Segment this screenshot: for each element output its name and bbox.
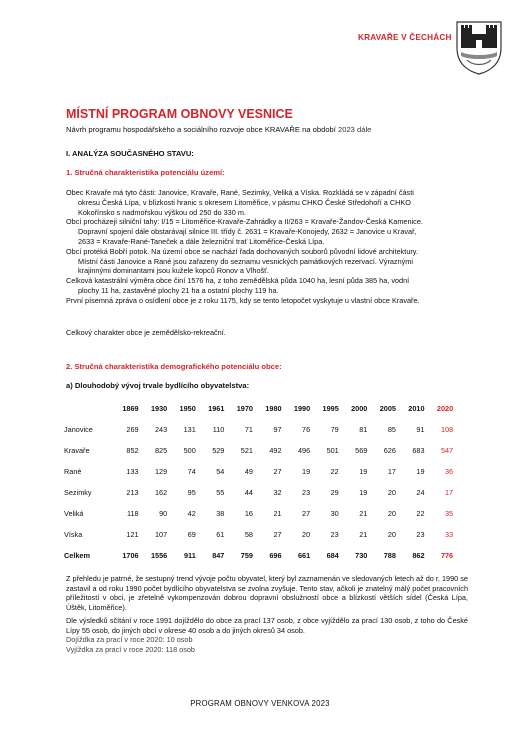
table-cell: 129 — [155, 467, 168, 476]
table-cell: 76 — [302, 425, 311, 434]
character-paragraph: Celkový charakter obce je zemědělsko-rekreační. — [66, 328, 226, 337]
table-cell: 108 — [440, 425, 454, 434]
commuting-paragraph: Dle výsledků sčítání v roce 1991 dojíždělo do obce za prací 137 osob, z obce vyjíždělo za prací 130 osob, z toho do České Lípy 55 osob, do jiných obcí v okrese 40 osob a do jiných okresů 34 osob. — [66, 616, 468, 635]
table-cell: 684 — [326, 551, 339, 560]
table-cell: 22 — [416, 509, 425, 518]
row-label: Janovice — [64, 425, 93, 434]
table-cell: 626 — [383, 446, 396, 455]
table-cell: 776 — [440, 551, 454, 560]
table-cell: 21 — [273, 509, 282, 518]
table-cell: 19 — [302, 467, 311, 476]
table-cell: 79 — [330, 425, 339, 434]
year-header: 2005 — [379, 404, 396, 413]
table-cell: 121 — [126, 530, 139, 539]
table-cell: 269 — [126, 425, 139, 434]
subheading-demography: 2. Stručná charakteristika demografického potenciálu obce: — [66, 362, 282, 371]
table-cell: 20 — [387, 488, 396, 497]
table-cell: 33 — [445, 530, 454, 539]
text-line: 2633 = Kravaře-Rané-Taneček a dále železniční trať Litoměřice-Česká Lípa. — [78, 236, 325, 246]
table-cell: 42 — [187, 509, 196, 518]
year-header: 2000 — [351, 404, 368, 413]
text-line: Místní části Janovice a Rané jsou zařazeny do seznamu vesnických památkových rezervací. Výraznými — [78, 256, 413, 266]
text-line: Obec Kravaře má tyto části: Janovice, Kravaře, Rané, Sezimky, Veliká a Víska. Rozkládá se v západní části — [66, 188, 414, 197]
table-cell: 58 — [244, 530, 253, 539]
table-cell: 133 — [126, 467, 139, 476]
year-header: 2010 — [408, 404, 425, 413]
table-cell: 24 — [416, 488, 425, 497]
table-row — [64, 440, 453, 461]
table-cell: 54 — [216, 467, 225, 476]
table-cell: 95 — [187, 488, 196, 497]
table-cell: 36 — [445, 467, 454, 476]
table-cell: 521 — [240, 446, 253, 455]
row-label: Rané — [64, 467, 82, 476]
commute-out-2020: Vyjíždka za prací v roce 2020: 118 osob — [66, 645, 195, 654]
table-cell: 30 — [330, 509, 339, 518]
year-header: 1980 — [265, 404, 282, 413]
subheading-territory: 1. Stručná charakteristika potenciálu území: — [66, 168, 225, 177]
text-line: První písemná zpráva o osídlení obce je z roku 1175, kdy se tento letopočet vyskytuje u vlastní obce Kravaře. — [66, 295, 420, 305]
table-cell: 529 — [212, 446, 225, 455]
table-cell: 91 — [416, 425, 425, 434]
table-cell: 71 — [244, 425, 253, 434]
table-cell: 19 — [359, 467, 368, 476]
section-heading: I. ANALÝZA SOUČASNÉHO STAVU: — [66, 149, 194, 158]
table-row — [64, 524, 453, 545]
table-cell: 1556 — [150, 551, 168, 560]
table-cell: 16 — [244, 509, 253, 518]
table-cell: 162 — [155, 488, 168, 497]
table-cell: 683 — [412, 446, 425, 455]
year-header: 1995 — [322, 404, 339, 413]
row-label: Veliká — [64, 509, 84, 518]
trend-paragraph: Z přehledu je patrné, že sestupný trend vývoje počtu obyvatel, který byl zaznamenán ve sledovaných letech až do r. 1990 se zastavil a od roku 1990 počet bydlícího obyvatelstva se zvolna zvyšuje. Tento stav, ačkoli je znatelný málý počet pracovních příležitostí v obci, je zřetelně vykompenzován dobrou dopravní obslužností obce a blízkostí větších sídel (Česká Lípa, Úštěk, Litoměřice). — [66, 574, 468, 612]
population-table — [64, 398, 453, 566]
table-cell: 759 — [240, 551, 253, 560]
lead-line — [66, 125, 371, 134]
table-cell: 19 — [416, 467, 425, 476]
table-cell: 90 — [159, 509, 168, 518]
table-cell: 501 — [326, 446, 339, 455]
table-cell: 61 — [216, 530, 225, 539]
table-cell: 27 — [302, 509, 311, 518]
table-cell: 69 — [187, 530, 196, 539]
table-row — [64, 482, 453, 503]
table-cell: 825 — [155, 446, 168, 455]
table-cell: 74 — [187, 467, 196, 476]
table-cell: 38 — [216, 509, 225, 518]
territory-paragraph — [66, 188, 466, 306]
coat-of-arms-icon — [453, 18, 505, 76]
table-cell: 496 — [297, 446, 311, 455]
lead-text: Návrh programu hospodářského a sociálního rozvoje obce KRAVAŘE na období — [66, 125, 336, 134]
text-line: Celková katastrální výměra obce činí 1576 ha, z toho zemědělská půda 1040 ha, lesní půda 385 ha, vodní — [66, 276, 410, 286]
table-cell: 788 — [383, 551, 396, 560]
table-cell: 49 — [244, 467, 253, 476]
table-cell: 1706 — [122, 551, 139, 560]
table-cell: 27 — [273, 530, 282, 539]
table-cell: 107 — [155, 530, 168, 539]
text-line: okresu Česká Lípa, v blízkosti hranic s okresem Litoměřice, v pásmu CHKO České Středohoří a CHKO — [78, 197, 411, 207]
table-cell: 492 — [269, 446, 282, 455]
text-line: Dopravní spojení dále obstarávají silnice III. třídy č. 2631 = Kravaře-Konojedy, 2632 = Janovice u Kravař, — [78, 227, 417, 237]
table-cell: 500 — [183, 446, 196, 455]
table-cell: 696 — [269, 551, 282, 560]
table-cell: 243 — [155, 425, 168, 434]
table-cell: 23 — [416, 530, 425, 539]
table-header-row — [64, 398, 453, 419]
table-cell: 118 — [126, 509, 139, 518]
year-header: 1950 — [179, 404, 196, 413]
table-cell: 20 — [302, 530, 311, 539]
table-cell: 17 — [387, 467, 396, 476]
table-cell: 213 — [126, 488, 139, 497]
table-cell: 29 — [330, 488, 339, 497]
row-label: Víska — [64, 530, 83, 539]
table-cell: 21 — [359, 509, 368, 518]
document-title: MÍSTNÍ PROGRAM OBNOVY VESNICE — [66, 107, 293, 121]
table-cell: 23 — [330, 530, 339, 539]
text-line: Obcí protéká Bobří potok. Na území obce se nachází řada dochovaných souborů původní lidové architektury. — [66, 246, 418, 256]
table-cell: 81 — [359, 425, 368, 434]
table-row — [64, 419, 453, 440]
table-cell: 20 — [387, 530, 396, 539]
table-cell: 19 — [359, 488, 368, 497]
table-row — [64, 461, 453, 482]
table-cell: 20 — [387, 509, 396, 518]
table-row — [64, 503, 453, 524]
year-header: 1930 — [150, 404, 168, 413]
row-label: Sezimky — [64, 488, 92, 497]
year-header: 1869 — [122, 404, 139, 413]
table-cell: 730 — [355, 551, 368, 560]
page-footer: PROGRAM OBNOVY VENKOVA 2023 — [190, 699, 330, 708]
table-heading: a) Dlouhodobý vývoj trvale bydlícího obyvatelstva: — [66, 381, 250, 390]
table-cell: 35 — [445, 509, 454, 518]
table-cell: 85 — [387, 425, 396, 434]
table-total-row — [64, 545, 453, 566]
table-cell: 97 — [273, 425, 282, 434]
commute-in-2020: Dojíždka za prací v roce 2020: 10 osob — [66, 635, 193, 644]
municipality-header: KRAVAŘE V ČECHÁCH — [358, 33, 452, 42]
table-cell: 44 — [244, 488, 253, 497]
table-cell: 862 — [412, 551, 425, 560]
table-cell: 110 — [212, 425, 225, 434]
table-cell: 23 — [302, 488, 311, 497]
year-header: 1961 — [208, 404, 225, 413]
text-line: krajinnými dominantami jsou kužele kopců Ronov a Vlhošť. — [78, 266, 269, 276]
corner-cell — [64, 398, 110, 419]
text-line: plochy 11 ha, zastavěné plochy 21 ha a ostatní plochy 119 ha. — [78, 285, 279, 295]
text-line: Kokořínsko s nadmořskou výškou od 250 do 330 m. — [78, 207, 246, 217]
table-cell: 27 — [273, 467, 282, 476]
table-cell: 852 — [126, 446, 139, 455]
table-cell: 569 — [355, 446, 368, 455]
table-cell: 32 — [273, 488, 282, 497]
lead-year: 2023 dále — [338, 125, 372, 134]
table-cell: 17 — [445, 488, 454, 497]
table-cell: 661 — [297, 551, 311, 560]
text-line: Obcí procházejí silniční tahy: I/15 = Litoměřice-Kravaře-Zahrádky a II/263 = Kravaře-Žandov-Česká Kamenice. — [66, 217, 423, 227]
year-header: 1990 — [293, 404, 311, 413]
year-header: 2020 — [436, 404, 454, 413]
year-header: 1970 — [236, 404, 253, 413]
table-cell: 55 — [216, 488, 225, 497]
table-cell: 131 — [183, 425, 196, 434]
table-cell: 847 — [212, 551, 225, 560]
table-cell: 547 — [440, 446, 454, 455]
row-label: Celkem — [64, 551, 90, 560]
table-cell: 21 — [359, 530, 368, 539]
table-cell: 22 — [330, 467, 339, 476]
table-cell: 911 — [184, 551, 196, 560]
table-body — [64, 419, 453, 566]
row-label: Kravaře — [64, 446, 90, 455]
